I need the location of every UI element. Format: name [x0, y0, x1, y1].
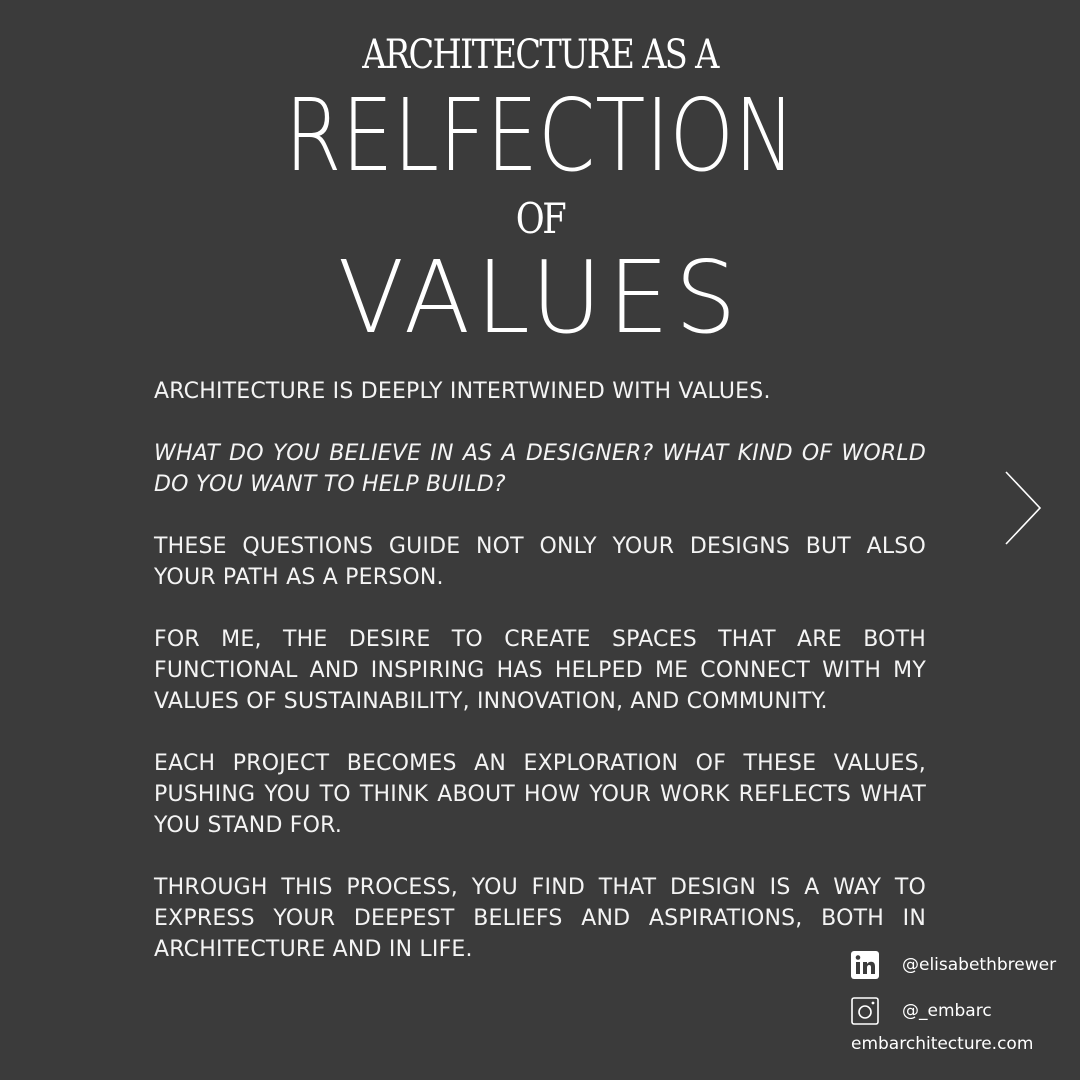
title-line-relfection: RELFECTION: [284, 77, 796, 194]
instagram-link[interactable]: [850, 996, 992, 1026]
linkedin-link[interactable]: [850, 950, 1056, 980]
linkedin-icon: [850, 950, 880, 980]
paragraph-questions: WHAT DO YOU BELIEVE IN AS A DESIGNER? WHAT KIND OF WORLD DO YOU WANT TO HELP BUILD?: [154, 441, 926, 497]
paragraph-guide: THESE QUESTIONS GUIDE NOT ONLY YOUR DESIGNS BUT ALSO YOUR PATH AS A PERSON.: [154, 534, 926, 590]
paragraph-through-process: THROUGH THIS PROCESS, YOU FIND THAT DESIGN IS A WAY TO EXPRESS YOUR DEEPEST BELIEFS AND ASPIRATIONS, BOTH IN ARCHITECTURE AND IN LIFE.: [154, 875, 926, 962]
paragraph-intro: ARCHITECTURE IS DEEPLY INTERTWINED WITH VALUES.: [154, 379, 771, 404]
linkedin-handle: @elisabethbrewer: [902, 955, 1057, 975]
title-line-architecture-as-a: ARCHITECTURE AS A: [362, 32, 718, 78]
instagram-icon: [850, 996, 880, 1026]
instagram-handle: @_embarc: [902, 1001, 992, 1021]
website-link[interactable]: embarchitecture.com: [851, 1034, 1034, 1054]
body-text: [154, 376, 926, 996]
chevron-right-icon: [1000, 470, 1046, 546]
paragraph-each-project: EACH PROJECT BECOMES AN EXPLORATION OF THESE VALUES, PUSHING YOU TO THINK ABOUT HOW YOUR WORK REFLECTS WHAT YOU STAND FOR.: [154, 751, 926, 838]
title-line-of: OF: [515, 194, 565, 243]
title-line-values: VALUES: [337, 239, 743, 356]
paragraph-for-me: FOR ME, THE DESIRE TO CREATE SPACES THAT ARE BOTH FUNCTIONAL AND INSPIRING HAS HELPED ME CONNECT WITH MY VALUES OF SUSTAINABILITY, INNOVATION, AND COMMUNITY.: [154, 627, 926, 714]
next-slide-button[interactable]: [1000, 470, 1046, 546]
